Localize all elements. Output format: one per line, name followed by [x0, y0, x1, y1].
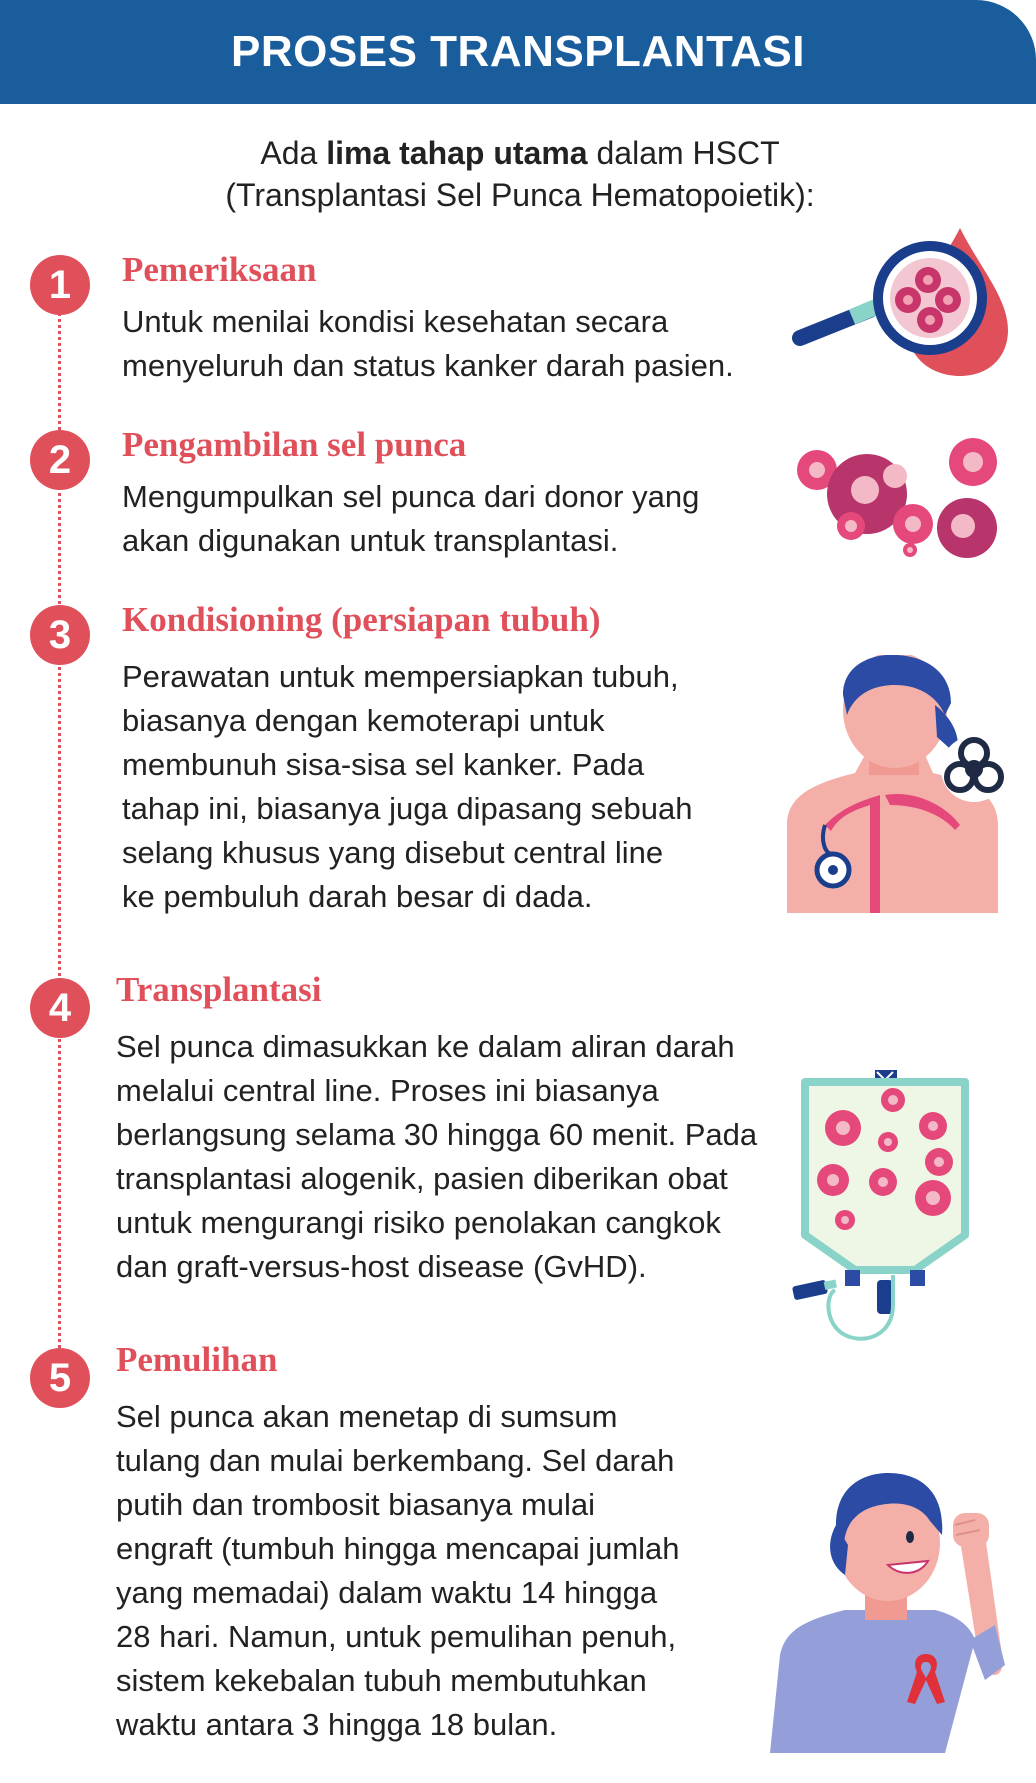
- awareness-ribbon-icon: [905, 1650, 947, 1706]
- step-5-body: [116, 1395, 680, 1747]
- step-3-line: Perawatan untuk mempersiapkan tubuh,: [122, 659, 679, 694]
- iv-tube-icon: [785, 1275, 905, 1355]
- cells-icon: [795, 432, 1005, 562]
- step-5-line: yang memadai) dalam waktu 14 hingga: [116, 1575, 658, 1610]
- step-1-body: [122, 300, 734, 388]
- step-4-line: berlangsung selama 30 hingga 60 menit. Pada: [116, 1117, 758, 1152]
- step-4-line: transplantasi alogenik, pasien diberikan obat: [116, 1161, 728, 1196]
- step-5-line: waktu antara 3 hingga 18 bulan.: [116, 1707, 558, 1742]
- step-5-line: engraft (tumbuh hingga mencapai jumlah: [116, 1531, 680, 1566]
- step-2-number: 2: [30, 430, 90, 490]
- intro-line2: (Transplantasi Sel Punca Hematopoietik):: [225, 177, 815, 213]
- step-4-line: Sel punca dimasukkan ke dalam aliran darah: [116, 1029, 735, 1064]
- step-3-body: [122, 655, 693, 919]
- step-5-number: 5: [30, 1348, 90, 1408]
- biohazard-icon: [940, 735, 1008, 803]
- step-3-line: ke pembuluh darah besar di dada.: [122, 879, 593, 914]
- step-3-title: Kondisioning (persiapan tubuh): [122, 600, 601, 639]
- step-1-title: Pemeriksaan: [122, 250, 317, 289]
- step-4-line: melalui central line. Proses ini biasanya: [116, 1073, 659, 1108]
- step-2-line: akan digunakan untuk transplantasi.: [122, 523, 619, 558]
- step-4-title: Transplantasi: [116, 970, 322, 1009]
- intro-text: [160, 132, 880, 216]
- step-4-line: dan graft-versus-host disease (GvHD).: [116, 1249, 647, 1284]
- step-3-number: 3: [30, 605, 90, 665]
- step-3-line: tahap ini, biasanya juga dipasang sebuah: [122, 791, 693, 826]
- step-2-title: Pengambilan sel punca: [122, 425, 467, 464]
- step-4-number: 4: [30, 978, 90, 1038]
- intro-suffix: dalam HSCT: [587, 135, 780, 171]
- header-banner: [0, 0, 1036, 104]
- step-3-line: membunuh sisa-sisa sel kanker. Pada: [122, 747, 645, 782]
- step-1-line: menyeluruh dan status kanker darah pasien.: [122, 348, 734, 383]
- step-1-line: Untuk menilai kondisi kesehatan secara: [122, 304, 669, 339]
- step-2-body: [122, 475, 699, 563]
- recovered-patient-icon: [770, 1425, 1010, 1755]
- step-5-line: tulang dan mulai berkembang. Sel darah: [116, 1443, 675, 1478]
- intro-prefix: Ada: [260, 135, 327, 171]
- step-5-title: Pemulihan: [116, 1340, 278, 1379]
- step-1-number: 1: [30, 255, 90, 315]
- step-5-line: Sel punca akan menetap di sumsum: [116, 1399, 618, 1434]
- step-4-body: [116, 1025, 757, 1289]
- step-3-line: selang khusus yang disebut central line: [122, 835, 664, 870]
- intro-bold: lima tahap utama: [326, 135, 588, 171]
- step-4-line: untuk mengurangi risiko penolakan cangkok: [116, 1205, 721, 1240]
- magnifier-blood-drop-icon: [790, 218, 1010, 378]
- step-3-line: biasanya dengan kemoterapi untuk: [122, 703, 605, 738]
- step-5-line: 28 hari. Namun, untuk pemulihan penuh,: [116, 1619, 677, 1654]
- step-5-line: sistem kekebalan tubuh membutuhkan: [116, 1663, 647, 1698]
- step-5-line: putih dan trombosit biasanya mulai: [116, 1487, 596, 1522]
- page-title: PROSES TRANSPLANTASI: [231, 27, 805, 76]
- step-2-line: Mengumpulkan sel punca dari donor yang: [122, 479, 700, 514]
